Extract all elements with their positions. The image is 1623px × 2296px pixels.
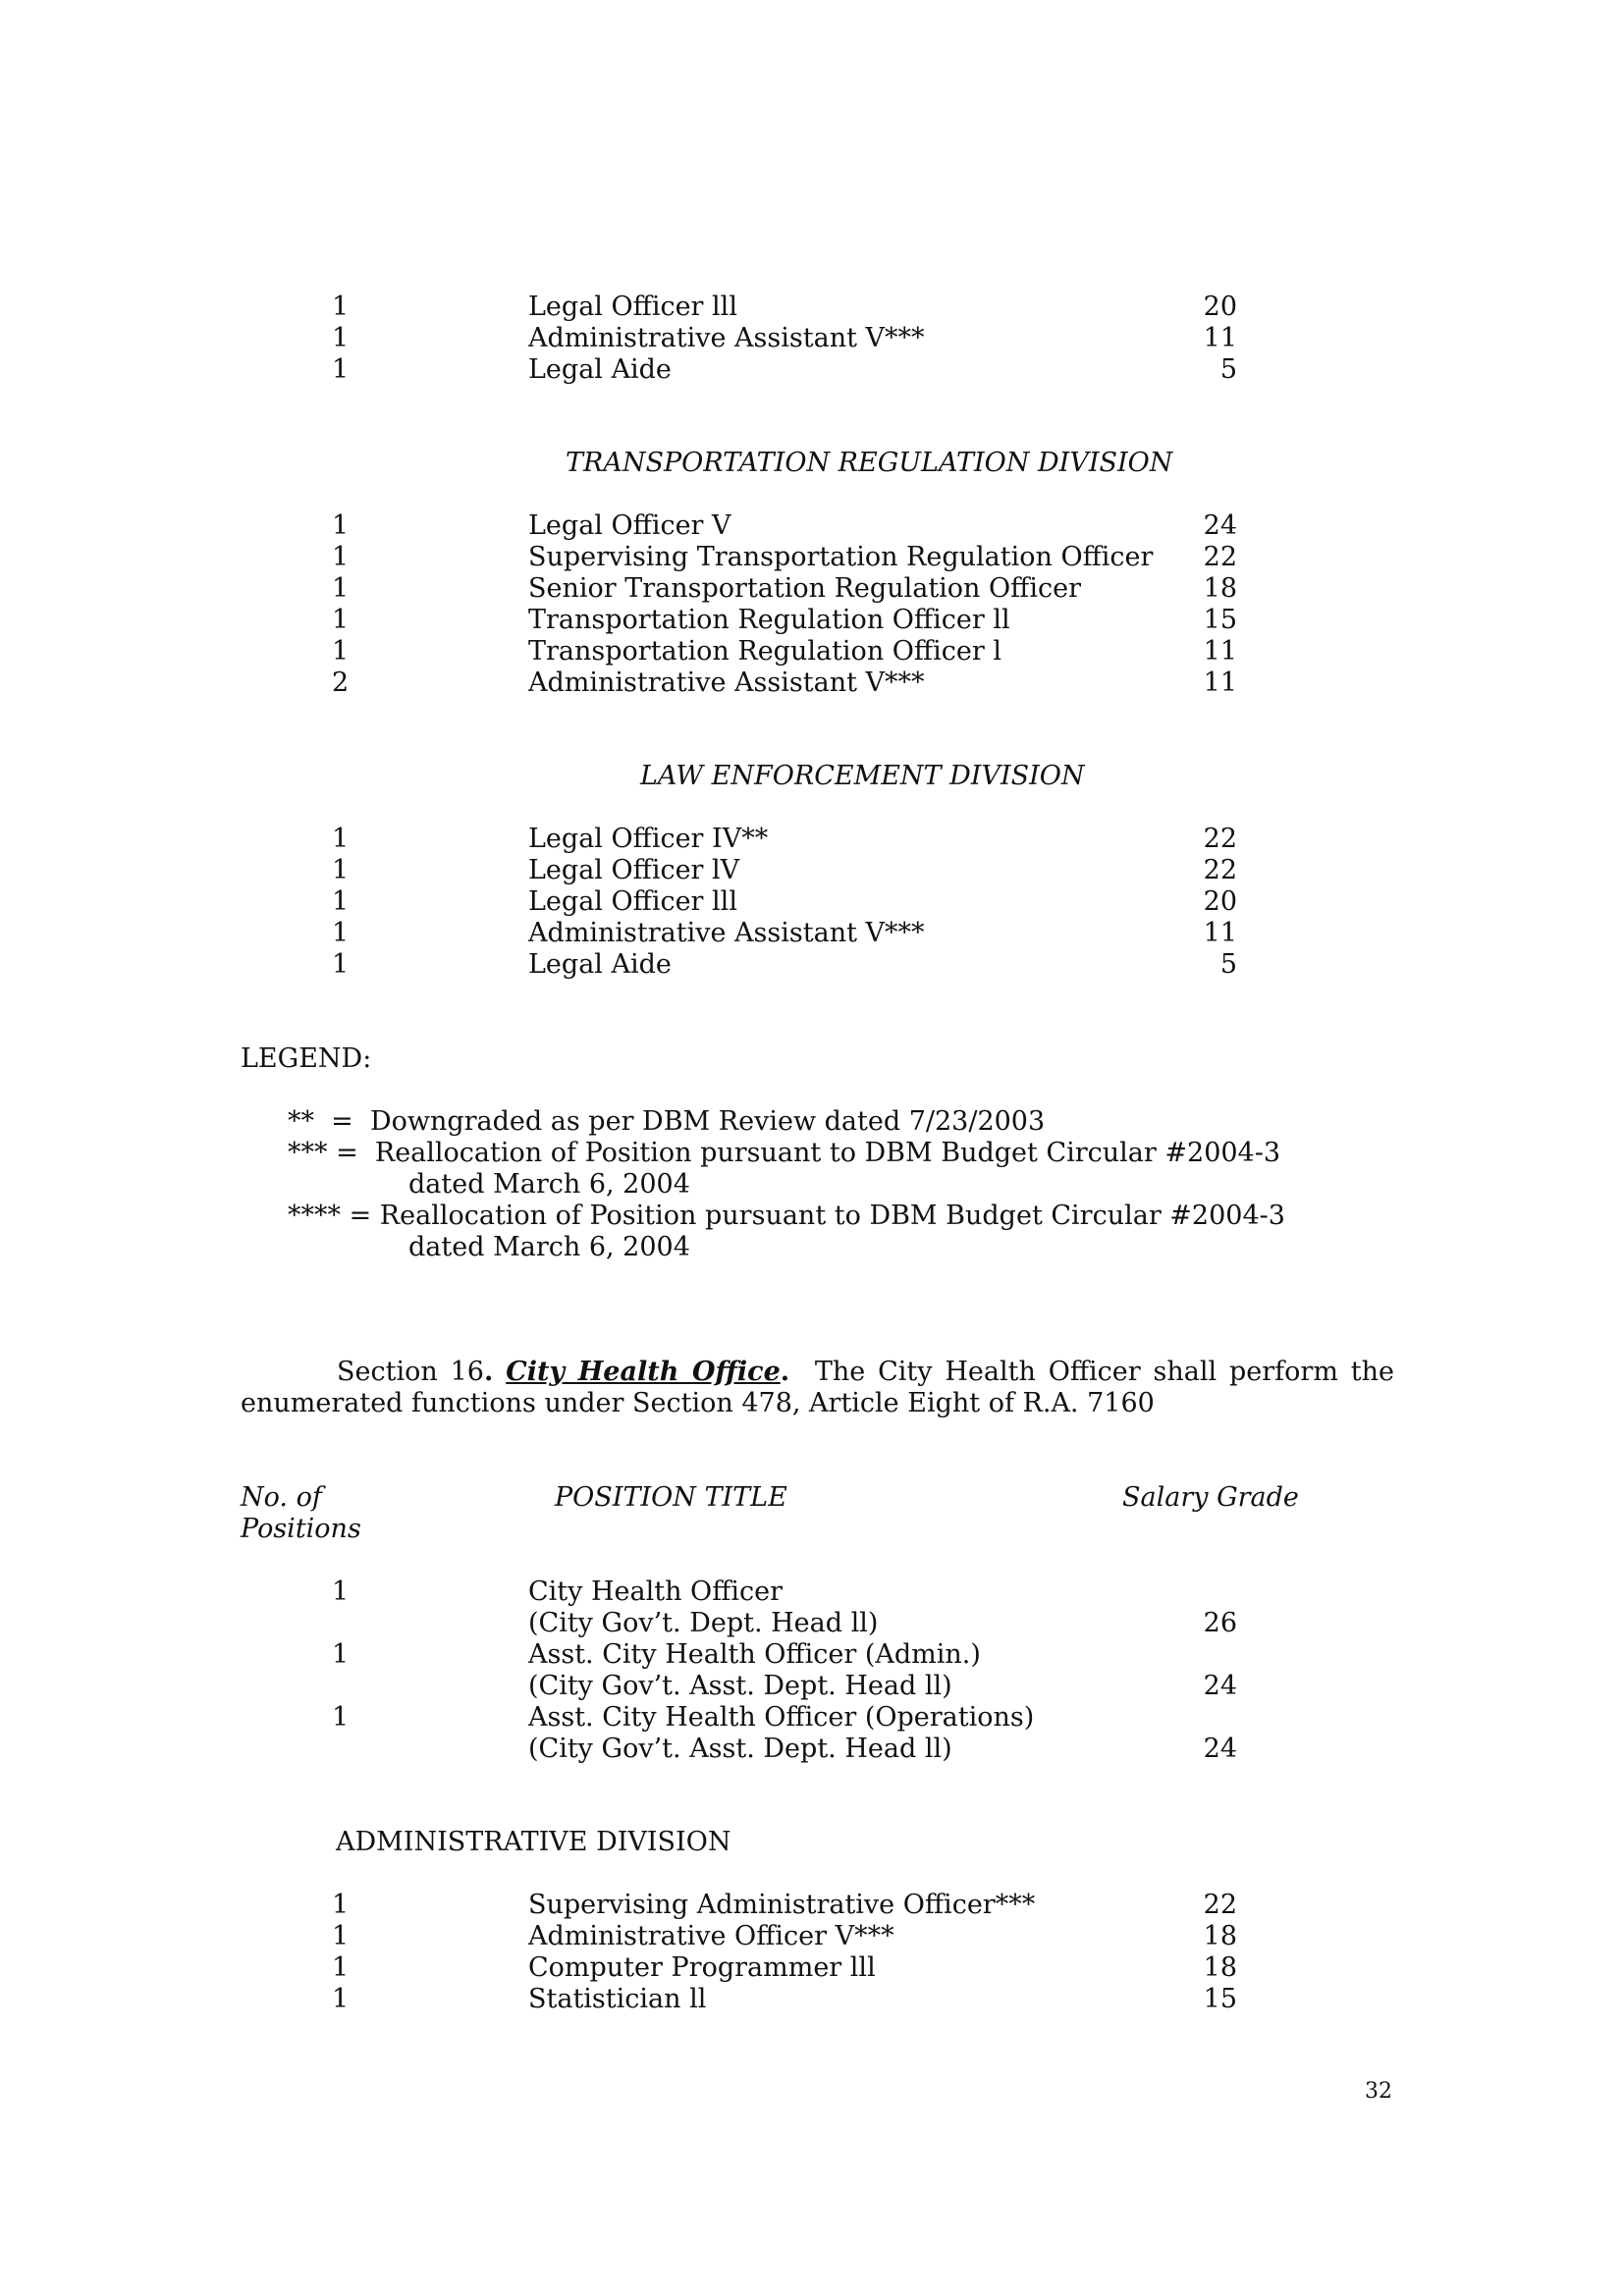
- table-row: [0, 667, 1623, 699]
- salary-grade: 22: [1203, 1890, 1237, 1920]
- salary-grade: 24: [1203, 1671, 1237, 1701]
- table-row: [0, 824, 1623, 855]
- column-header-count: No. of: [241, 1482, 322, 1513]
- position-count: 1: [332, 354, 350, 385]
- position-count: 1: [332, 918, 350, 948]
- section-title: City Health Office: [506, 1357, 781, 1387]
- salary-grade: 5: [1219, 354, 1237, 385]
- table-row: [0, 573, 1623, 605]
- position-count: 1: [332, 855, 350, 885]
- legend-label: LEGEND:: [241, 1043, 372, 1074]
- position-title: Administrative Officer V***: [528, 1921, 894, 1951]
- salary-grade: 18: [1203, 573, 1237, 604]
- position-count: 1: [332, 292, 350, 322]
- salary-grade: 5: [1219, 949, 1237, 980]
- position-count: 1: [332, 605, 350, 635]
- position-count: 2: [332, 667, 350, 698]
- salary-grade: 20: [1203, 292, 1237, 322]
- position-title: Administrative Assistant V***: [528, 323, 925, 353]
- position-title: Administrative Assistant V***: [528, 918, 925, 948]
- position-subtitle: (City Gov’t. Dept. Head ll): [528, 1608, 879, 1638]
- position-title: Asst. City Health Officer (Admin.): [528, 1639, 981, 1670]
- position-count: 1: [332, 573, 350, 604]
- position-title: Legal Aide: [528, 949, 672, 980]
- division-heading: ADMINISTRATIVE DIVISION: [336, 1827, 731, 1857]
- division-heading: TRANSPORTATION REGULATION DIVISION: [566, 448, 1173, 478]
- position-title: Legal Officer lV: [528, 855, 740, 885]
- position-title: Legal Officer lll: [528, 886, 737, 917]
- table-row: [0, 605, 1623, 636]
- table-row: [0, 1890, 1623, 1921]
- salary-grade: 15: [1203, 1984, 1237, 2014]
- position-count: 1: [332, 1952, 350, 1983]
- section-dot: .: [780, 1357, 790, 1387]
- position-title: Supervising Administrative Officer***: [528, 1890, 1036, 1920]
- table-row: [0, 855, 1623, 886]
- position-title: City Health Officer: [528, 1576, 784, 1607]
- position-count: 1: [332, 636, 350, 667]
- table-row: [0, 918, 1623, 949]
- position-title: Asst. City Health Officer (Operations): [528, 1702, 1035, 1733]
- position-title: Statistician ll: [528, 1984, 707, 2014]
- column-header-title: POSITION TITLE: [555, 1482, 787, 1513]
- table-row: [0, 1608, 1623, 1639]
- position-title: Senior Transportation Regulation Officer: [528, 573, 1081, 604]
- legend-line: dated March 6, 2004: [408, 1169, 690, 1200]
- salary-grade: 22: [1203, 855, 1237, 885]
- section-dot: .: [483, 1357, 494, 1387]
- column-header-count: Positions: [241, 1514, 361, 1544]
- position-count: 1: [332, 886, 350, 917]
- salary-grade: 11: [1203, 918, 1237, 948]
- table-row: [0, 292, 1623, 323]
- section-text: The City Health Officer shall perform the enumerated functions under Section 478, Article Eight of R.A. 7160: [241, 1357, 1394, 1418]
- section-number: Section 16: [337, 1357, 484, 1387]
- position-count: 1: [332, 323, 350, 353]
- table-row: [0, 636, 1623, 667]
- table-row: [0, 1671, 1623, 1702]
- table-row: [0, 542, 1623, 573]
- legend-line: dated March 6, 2004: [408, 1232, 690, 1262]
- position-title: Administrative Assistant V***: [528, 667, 925, 698]
- table-row: [0, 323, 1623, 354]
- position-count: 1: [332, 510, 350, 541]
- column-header-grade: Salary Grade: [1122, 1482, 1299, 1513]
- section-paragraph: [241, 1357, 1394, 1419]
- table-row: [0, 1921, 1623, 1952]
- position-title: Legal Aide: [528, 354, 672, 385]
- table-row: [0, 1639, 1623, 1671]
- position-subtitle: (City Gov’t. Asst. Dept. Head ll): [528, 1734, 952, 1764]
- position-title: Legal Officer V: [528, 510, 731, 541]
- salary-grade: 11: [1203, 667, 1237, 698]
- position-subtitle: (City Gov’t. Asst. Dept. Head ll): [528, 1671, 952, 1701]
- table-row: [0, 510, 1623, 542]
- salary-grade: 24: [1203, 510, 1237, 541]
- legend-line: ** = Downgraded as per DBM Review dated 7/23/2003: [288, 1106, 1046, 1137]
- table-row: [0, 354, 1623, 386]
- position-title: Legal Officer lll: [528, 292, 737, 322]
- position-count: 1: [332, 949, 350, 980]
- salary-grade: 15: [1203, 605, 1237, 635]
- salary-grade: 18: [1203, 1921, 1237, 1951]
- legend-line: **** = Reallocation of Position pursuant to DBM Budget Circular #2004-3: [288, 1201, 1285, 1231]
- division-heading: LAW ENFORCEMENT DIVISION: [640, 761, 1085, 791]
- salary-grade: 22: [1203, 542, 1237, 572]
- legend-line: *** = Reallocation of Position pursuant to DBM Budget Circular #2004-3: [288, 1138, 1281, 1168]
- position-title: Supervising Transportation Regulation Officer: [528, 542, 1154, 572]
- table-row: [0, 1576, 1623, 1608]
- position-title: Legal Officer IV**: [528, 824, 769, 854]
- salary-grade: 18: [1203, 1952, 1237, 1983]
- position-title: Transportation Regulation Officer l: [528, 636, 1001, 667]
- position-count: 1: [332, 1921, 350, 1951]
- table-row: [0, 1952, 1623, 1984]
- position-count: 1: [332, 1984, 350, 2014]
- salary-grade: 22: [1203, 824, 1237, 854]
- position-count: 1: [332, 1890, 350, 1920]
- salary-grade: 20: [1203, 886, 1237, 917]
- position-count: 1: [332, 1702, 350, 1733]
- position-count: 1: [332, 1576, 350, 1607]
- table-row: [0, 1984, 1623, 2015]
- position-title: Transportation Regulation Officer ll: [528, 605, 1010, 635]
- salary-grade: 11: [1203, 636, 1237, 667]
- table-row: [0, 1702, 1623, 1734]
- position-count: 1: [332, 1639, 350, 1670]
- salary-grade: 11: [1203, 323, 1237, 353]
- position-count: 1: [332, 824, 350, 854]
- position-count: 1: [332, 542, 350, 572]
- position-title: Computer Programmer lll: [528, 1952, 876, 1983]
- page-number: 32: [1365, 2079, 1392, 2104]
- salary-grade: 24: [1203, 1734, 1237, 1764]
- table-row: [0, 1734, 1623, 1765]
- table-row: [0, 886, 1623, 918]
- salary-grade: 26: [1203, 1608, 1237, 1638]
- table-row: [0, 949, 1623, 981]
